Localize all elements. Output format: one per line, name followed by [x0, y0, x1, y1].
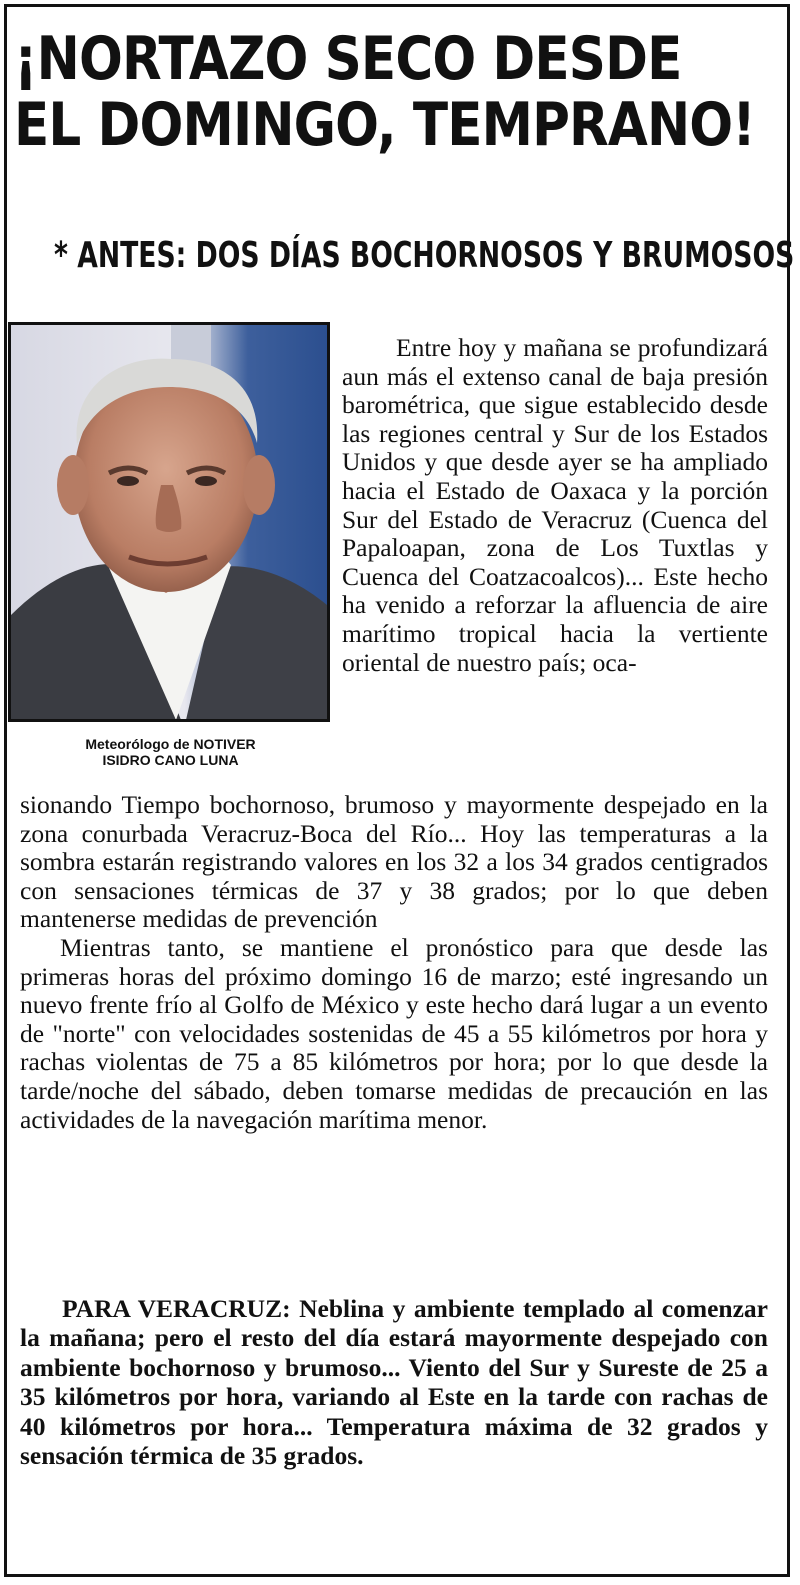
portrait-photo-icon: [11, 325, 327, 719]
headline-line-2: EL DOMINGO, TEMPRANO!: [14, 90, 755, 160]
headline: [14, 24, 755, 160]
paragraph-1-continued: sionando Tiempo bochornoso, brumoso y mayormente despejado en la zona conurbada Veracruz-Boca del Río... Hoy las temperaturas a la sombra estarán registrando valores en los 32 a los 34 grados centigrados con sensaciones térmicas de 37 y 38 grados; por lo que deben mantenerse medidas de prevención: [20, 790, 768, 934]
photo-caption: [18, 736, 323, 768]
headline-line-1: ¡NORTAZO SECO DESDE: [14, 24, 682, 94]
paragraph-1-column: Entre hoy y mañana se profundizará aun más el extenso canal de baja presión barométrica, que sigue establecido desde las regiones central y Sur de los Estados Unidos y que desde ayer se ha ampliado hacia el Estado de Oaxaca y la porción Sur del Estado de Veracruz (Cuenca del Papaloapan, zona de Los Tuxtlas y Cuenca del Coatzacoalcos)... Este hecho ha venido a reforzar la afluencia de aire marítimo tropical hacia la vertiente oriental de nuestro país; oca-: [342, 333, 768, 677]
article-body: [20, 791, 768, 1134]
caption-line-2: ISIDRO CANO LUNA: [102, 752, 239, 768]
caption-line-1: Meteorólogo de NOTIVER: [85, 736, 256, 752]
subheadline: * ANTES: DOS DÍAS BOCHORNOSOS Y BRUMOSOS: [54, 235, 795, 276]
paragraph-2: Mientras tanto, se mantiene el pronóstico para que desde las primeras horas del próximo domingo 16 de marzo; esté ingresando un nuevo frente frío al Golfo de México y este hecho dará lugar a un evento de "norte" con velocidades sostenidas de 45 a 55 kilómetros por hora y rachas violentas de 75 a 85 kilómetros por hora; por lo que desde la tarde/noche del sábado, deben tomarse medidas de precaución en las actividades de la navegación marítima menor.: [20, 932, 768, 1134]
portrait-photo: [8, 322, 330, 722]
forecast-veracruz: PARA VERACRUZ: Neblina y ambiente templado al comenzar la mañana; pero el resto del día estará mayormente despejado con ambiente bochornoso y brumoso... Viento del Sur y Sureste de 25 a 35 kilómetros por hora, variando al Este en la tarde con rachas de 40 kilómetros por hora... Temperatura máxima de 32 grados y sensación térmica de 35 grados.: [20, 1294, 768, 1471]
article-column: [342, 334, 768, 677]
